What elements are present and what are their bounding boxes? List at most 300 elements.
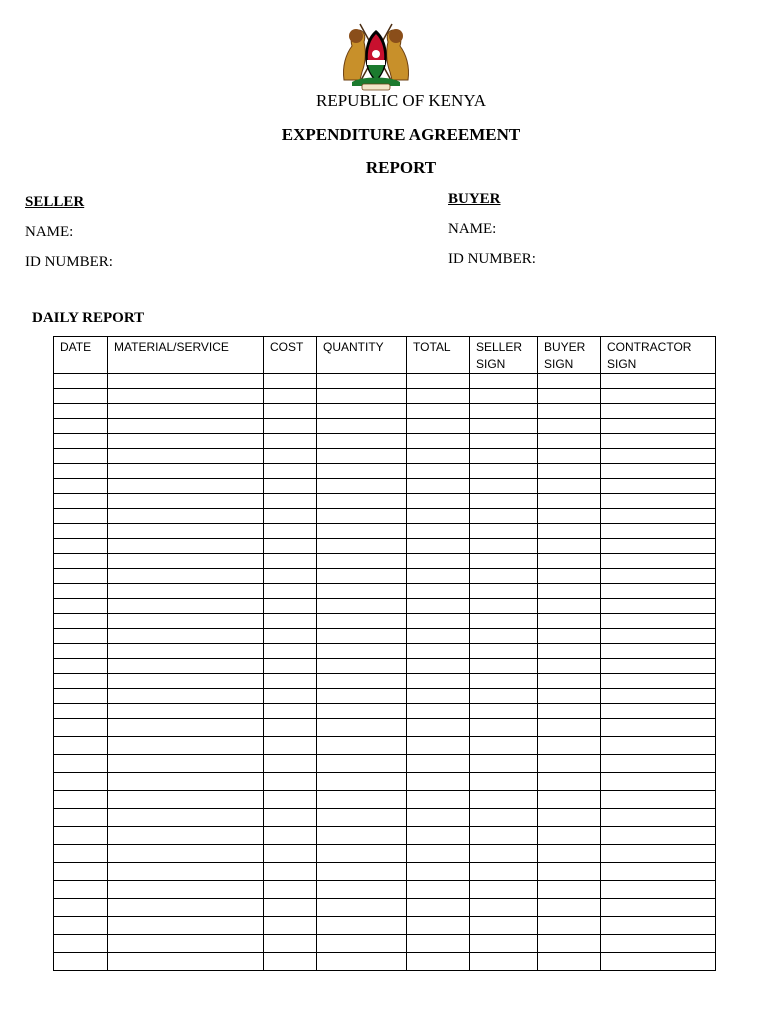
table-cell [54,389,108,404]
table-row [54,953,716,971]
table-row [54,773,716,791]
table-cell [108,704,264,719]
table-cell [317,494,407,509]
table-cell [470,755,538,773]
table-cell [470,599,538,614]
table-cell [317,644,407,659]
table-cell [317,719,407,737]
table-cell [601,935,716,953]
table-cell [264,881,317,899]
table-cell [317,524,407,539]
table-cell [54,629,108,644]
table-cell [54,881,108,899]
table-cell [407,659,470,674]
table-row [54,674,716,689]
table-cell [601,419,716,434]
table-cell [264,389,317,404]
table-cell [54,953,108,971]
table-cell [54,689,108,704]
table-cell [470,719,538,737]
table-cell [317,509,407,524]
table-cell [54,449,108,464]
table-cell [264,644,317,659]
table-cell [108,935,264,953]
table-cell [407,494,470,509]
table-cell [538,599,601,614]
table-cell [108,389,264,404]
table-cell [264,704,317,719]
table-cell [538,509,601,524]
table-cell [538,644,601,659]
table-cell [317,737,407,755]
table-cell [538,479,601,494]
table-cell [317,434,407,449]
table-cell [407,935,470,953]
table-cell [54,464,108,479]
table-cell [407,755,470,773]
table-cell [407,629,470,644]
table-cell [54,899,108,917]
table-cell [470,569,538,584]
table-cell [470,494,538,509]
table-cell [538,539,601,554]
table-row [54,494,716,509]
table-cell [54,614,108,629]
table-cell [407,899,470,917]
table-cell [264,791,317,809]
table-cell [470,629,538,644]
table-cell [601,434,716,449]
table-cell [470,449,538,464]
table-cell [470,389,538,404]
table-cell [470,689,538,704]
table-cell [317,479,407,494]
table-cell [317,935,407,953]
table-cell [470,659,538,674]
table-row [54,935,716,953]
table-cell [407,719,470,737]
table-row [54,629,716,644]
table-cell [538,935,601,953]
table-cell [54,737,108,755]
table-cell [54,554,108,569]
table-cell [601,845,716,863]
table-cell [108,404,264,419]
table-cell [601,374,716,389]
table-cell [407,479,470,494]
table-row [54,404,716,419]
table-cell [264,539,317,554]
table-cell [407,539,470,554]
table-cell [108,953,264,971]
seller-heading: SELLER [25,194,85,210]
table-cell [601,704,716,719]
table-cell [108,845,264,863]
table-cell [264,479,317,494]
table-cell [108,827,264,845]
table-row [54,644,716,659]
table-cell [317,899,407,917]
column-header-buyer-sign: BUYER SIGN [538,337,601,374]
table-cell [601,599,716,614]
table-cell [54,569,108,584]
table-cell [108,434,264,449]
buyer-heading: BUYER [448,191,501,207]
table-cell [470,809,538,827]
table-cell [54,704,108,719]
table-cell [317,629,407,644]
table-cell [407,404,470,419]
table-cell [601,827,716,845]
table-row [54,704,716,719]
table-cell [264,917,317,935]
table-cell [317,374,407,389]
table-cell [407,434,470,449]
table-row [54,614,716,629]
table-cell [317,584,407,599]
buyer-id-label: ID NUMBER: [448,251,536,267]
table-cell [601,509,716,524]
table-cell [108,374,264,389]
table-cell [538,374,601,389]
table-cell [538,791,601,809]
table-cell [601,644,716,659]
table-cell [407,953,470,971]
country-heading: REPUBLIC OF KENYA [315,91,487,110]
table-cell [108,674,264,689]
table-cell [538,755,601,773]
table-row [54,863,716,881]
table-cell [54,773,108,791]
table-cell [407,449,470,464]
table-cell [108,881,264,899]
table-row [54,419,716,434]
table-cell [407,674,470,689]
table-cell [470,404,538,419]
table-cell [470,614,538,629]
table-row [54,737,716,755]
table-cell [470,791,538,809]
table-cell [264,404,317,419]
table-cell [108,554,264,569]
table-row [54,845,716,863]
table-cell [407,509,470,524]
table-cell [264,827,317,845]
table-cell [317,773,407,791]
table-cell [601,863,716,881]
table-cell [470,899,538,917]
table-cell [317,809,407,827]
table-cell [264,599,317,614]
table-cell [317,659,407,674]
table-cell [407,614,470,629]
table-row [54,881,716,899]
column-header-contractor-sign: CONTRACTOR SIGN [601,337,716,374]
table-cell [317,755,407,773]
daily-report-table [53,336,716,971]
table-cell [538,917,601,935]
table-cell [317,674,407,689]
seller-id-label: ID NUMBER: [25,254,113,270]
table-cell [601,389,716,404]
table-cell [470,479,538,494]
table-row [54,434,716,449]
table-cell [538,449,601,464]
table-cell [407,599,470,614]
table-cell [470,509,538,524]
table-cell [470,773,538,791]
table-cell [108,917,264,935]
table-cell [54,644,108,659]
table-row [54,719,716,737]
table-cell [538,899,601,917]
table-cell [54,863,108,881]
table-cell [108,899,264,917]
table-cell [317,389,407,404]
table-cell [108,719,264,737]
table-cell [470,374,538,389]
table-cell [601,809,716,827]
table-cell [264,449,317,464]
table-cell [538,863,601,881]
table-cell [601,554,716,569]
table-cell [108,524,264,539]
table-row [54,389,716,404]
table-cell [108,449,264,464]
table-cell [108,614,264,629]
table-cell [264,755,317,773]
table-cell [538,389,601,404]
table-cell [470,881,538,899]
table-cell [108,755,264,773]
table-cell [470,554,538,569]
table-cell [601,791,716,809]
table-cell [601,464,716,479]
table-cell [407,374,470,389]
table-cell [54,479,108,494]
table-cell [54,935,108,953]
table-cell [317,554,407,569]
table-cell [601,953,716,971]
table-cell [108,863,264,881]
table-cell [264,863,317,881]
table-cell [601,674,716,689]
table-cell [407,737,470,755]
table-cell [317,614,407,629]
table-cell [108,494,264,509]
table-cell [407,809,470,827]
table-cell [407,881,470,899]
table-cell [264,569,317,584]
table-cell [264,809,317,827]
column-header-material-service: MATERIAL/SERVICE [108,337,264,374]
table-cell [108,773,264,791]
table-cell [538,845,601,863]
table-cell [317,689,407,704]
table-cell [601,629,716,644]
table-cell [317,791,407,809]
table-cell [407,863,470,881]
table-cell [317,704,407,719]
table-cell [470,704,538,719]
table-cell [264,629,317,644]
table-cell [601,719,716,737]
table-cell [538,674,601,689]
table-cell [538,659,601,674]
table-cell [538,719,601,737]
table-cell [108,539,264,554]
table-cell [470,644,538,659]
table-cell [54,719,108,737]
table-row [54,791,716,809]
table-row [54,599,716,614]
table-cell [54,509,108,524]
table-cell [317,419,407,434]
table-cell [470,917,538,935]
table-cell [538,689,601,704]
table-cell [601,569,716,584]
table-cell [264,737,317,755]
buyer-name-label: NAME: [448,221,497,237]
table-row [54,584,716,599]
table-cell [264,509,317,524]
table-cell [317,539,407,554]
table-cell [470,434,538,449]
table-cell [264,434,317,449]
table-cell [54,404,108,419]
table-cell [54,419,108,434]
table-cell [601,479,716,494]
table-cell [601,539,716,554]
table-body [54,374,716,971]
table-cell [317,449,407,464]
table-cell [108,809,264,827]
table-row [54,479,716,494]
table-cell [407,554,470,569]
table-cell [264,845,317,863]
table-cell [54,374,108,389]
table-cell [407,569,470,584]
table-cell [54,755,108,773]
table-cell [601,659,716,674]
table-cell [54,917,108,935]
table-cell [470,674,538,689]
table-cell [601,881,716,899]
table-cell [538,827,601,845]
table-cell [54,434,108,449]
table-cell [538,554,601,569]
table-row [54,509,716,524]
table-cell [54,674,108,689]
table-cell [264,899,317,917]
table-cell [407,917,470,935]
table-cell [407,791,470,809]
table-cell [317,464,407,479]
table-cell [601,755,716,773]
table-cell [54,584,108,599]
column-header-seller-sign: SELLER SIGN [470,337,538,374]
table-cell [264,464,317,479]
table-cell [601,524,716,539]
table-cell [317,404,407,419]
table-cell [538,737,601,755]
table-cell [470,539,538,554]
table-cell [538,773,601,791]
table-cell [264,674,317,689]
table-cell [601,494,716,509]
table-cell [538,434,601,449]
table-header-row [54,337,716,374]
table-row [54,554,716,569]
column-header-quantity: QUANTITY [317,337,407,374]
table-cell [407,689,470,704]
table-cell [108,659,264,674]
table-cell [407,773,470,791]
table-cell [407,644,470,659]
column-header-total: TOTAL [407,337,470,374]
table-cell [470,419,538,434]
table-cell [264,953,317,971]
table-cell [108,464,264,479]
table-cell [317,599,407,614]
table-cell [538,629,601,644]
table-cell [54,845,108,863]
table-cell [470,935,538,953]
table-cell [108,791,264,809]
table-cell [601,689,716,704]
table-cell [601,614,716,629]
table-cell [264,773,317,791]
table-cell [108,644,264,659]
table-cell [54,494,108,509]
table-cell [108,569,264,584]
table-cell [538,881,601,899]
table-cell [317,881,407,899]
table-cell [538,704,601,719]
table-row [54,374,716,389]
table-cell [108,737,264,755]
table-cell [317,953,407,971]
table-cell [264,935,317,953]
table-cell [54,809,108,827]
table-row [54,539,716,554]
table-cell [108,419,264,434]
table-cell [264,419,317,434]
table-cell [407,389,470,404]
table-row [54,524,716,539]
table-cell [264,659,317,674]
table-cell [317,917,407,935]
table-cell [538,524,601,539]
table-cell [470,845,538,863]
table-cell [470,737,538,755]
table-cell [108,479,264,494]
table-cell [538,419,601,434]
table-cell [538,404,601,419]
table-cell [470,584,538,599]
table-row [54,464,716,479]
table-cell [54,539,108,554]
table-row [54,755,716,773]
table-cell [407,845,470,863]
table-cell [108,629,264,644]
table-cell [407,704,470,719]
table-cell [470,827,538,845]
table-cell [264,374,317,389]
table-cell [601,899,716,917]
table-row [54,917,716,935]
table-cell [317,827,407,845]
